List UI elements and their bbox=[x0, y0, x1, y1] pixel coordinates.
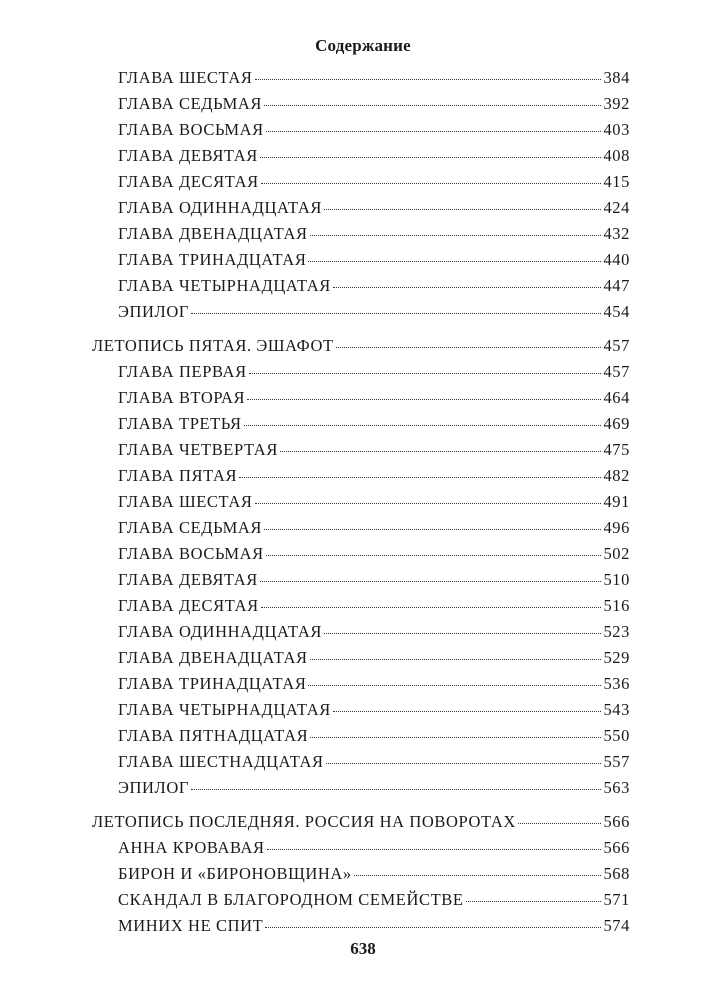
dot-leader bbox=[266, 131, 602, 132]
toc-entry-page: 457 bbox=[603, 336, 630, 355]
toc-chapter-entry bbox=[92, 544, 630, 570]
toc-chapter-entry bbox=[92, 94, 630, 120]
toc-entry-title: ГЛАВА ШЕСТАЯ bbox=[118, 492, 253, 511]
toc-chapter-entry bbox=[92, 838, 630, 864]
toc-entry-title: ГЛАВА ЧЕТЫРНАДЦАТАЯ bbox=[118, 276, 331, 295]
toc-entry-title: ГЛАВА ШЕСТНАДЦАТАЯ bbox=[118, 752, 324, 771]
dot-leader bbox=[261, 183, 602, 184]
toc-chapter-entry bbox=[92, 674, 630, 700]
dot-leader bbox=[244, 425, 602, 426]
dot-leader bbox=[333, 711, 602, 712]
dot-leader bbox=[264, 529, 601, 530]
toc-part-entry bbox=[92, 812, 630, 838]
toc-chapter-entry bbox=[92, 198, 630, 224]
toc-entry-page: 384 bbox=[603, 68, 630, 87]
toc-entry-page: 523 bbox=[603, 622, 630, 641]
toc-entry-page: 491 bbox=[603, 492, 630, 511]
toc-chapter-entry bbox=[92, 622, 630, 648]
toc-chapter-entry bbox=[92, 492, 630, 518]
toc-entry-page: 529 bbox=[603, 648, 630, 667]
toc-entry-title: ГЛАВА ТРЕТЬЯ bbox=[118, 414, 242, 433]
toc-entry-page: 543 bbox=[603, 700, 630, 719]
toc-chapter-entry bbox=[92, 466, 630, 492]
page-title: Содержание bbox=[315, 36, 411, 55]
toc-entry-title: ГЛАВА ПЯТНАДЦАТАЯ bbox=[118, 726, 309, 745]
toc-chapter-entry bbox=[92, 648, 630, 674]
toc-entry-title: ГЛАВА ЧЕТВЕРТАЯ bbox=[118, 440, 278, 459]
dot-leader bbox=[255, 503, 602, 504]
dot-leader bbox=[260, 581, 602, 582]
toc-entry-page: 457 bbox=[603, 362, 630, 381]
toc-entry-page: 516 bbox=[603, 596, 630, 615]
toc-chapter-entry bbox=[92, 388, 630, 414]
toc-entry-title: ГЛАВА ВТОРАЯ bbox=[118, 388, 246, 407]
toc-chapter-entry bbox=[92, 414, 630, 440]
toc-chapter-entry bbox=[92, 890, 630, 916]
dot-leader bbox=[260, 157, 602, 158]
toc-entry-page: 536 bbox=[603, 674, 630, 693]
dot-leader bbox=[255, 79, 602, 80]
dot-leader bbox=[267, 849, 602, 850]
dot-leader bbox=[308, 685, 601, 686]
dot-leader bbox=[265, 927, 601, 928]
toc-entry-title: БИРОН И «БИРОНОВЩИНА» bbox=[118, 864, 352, 883]
dot-leader bbox=[324, 209, 601, 210]
toc-entry-title: МИНИХ НЕ СПИТ bbox=[118, 916, 264, 935]
toc-chapter-entry bbox=[92, 752, 630, 778]
toc-entry-page: 454 bbox=[603, 302, 630, 321]
toc-entry-title: ГЛАВА ЧЕТЫРНАДЦАТАЯ bbox=[118, 700, 331, 719]
toc-entry-page: 408 bbox=[603, 146, 630, 165]
dot-leader bbox=[266, 555, 602, 556]
toc-chapter-entry bbox=[92, 224, 630, 250]
dot-leader bbox=[333, 287, 602, 288]
toc-entry-page: 557 bbox=[603, 752, 630, 771]
toc-entry-page: 566 bbox=[603, 812, 630, 831]
toc-entry-title: ГЛАВА ОДИННАДЦАТАЯ bbox=[118, 198, 323, 217]
dot-leader bbox=[308, 261, 601, 262]
dot-leader bbox=[324, 633, 601, 634]
toc-entry-page: 482 bbox=[603, 466, 630, 485]
toc-entry-page: 550 bbox=[603, 726, 630, 745]
dot-leader bbox=[466, 901, 602, 902]
toc-chapter-entry bbox=[92, 172, 630, 198]
toc-chapter-entry bbox=[92, 146, 630, 172]
dot-leader bbox=[280, 451, 602, 452]
toc-chapter-entry bbox=[92, 570, 630, 596]
toc-entry-title: ГЛАВА ДВЕНАДЦАТАЯ bbox=[118, 224, 308, 243]
toc-chapter-entry bbox=[92, 68, 630, 94]
toc-entry-page: 432 bbox=[603, 224, 630, 243]
toc-chapter-entry bbox=[92, 778, 630, 804]
toc-entry-page: 424 bbox=[603, 198, 630, 217]
toc-chapter-entry bbox=[92, 596, 630, 622]
toc-entry-title: ГЛАВА ДЕВЯТАЯ bbox=[118, 570, 258, 589]
dot-leader bbox=[264, 105, 601, 106]
toc-entry-page: 415 bbox=[603, 172, 630, 191]
toc-chapter-entry bbox=[92, 250, 630, 276]
toc-entry-page: 469 bbox=[603, 414, 630, 433]
toc-entry-title: АННА КРОВАВАЯ bbox=[118, 838, 265, 857]
dot-leader bbox=[518, 823, 602, 824]
toc-entry-title: ГЛАВА ВОСЬМАЯ bbox=[118, 120, 264, 139]
dot-leader bbox=[336, 347, 602, 348]
toc-entry-page: 496 bbox=[603, 518, 630, 537]
dot-leader bbox=[249, 373, 602, 374]
table-of-contents bbox=[92, 68, 630, 942]
toc-entry-page: 403 bbox=[603, 120, 630, 139]
toc-entry-title: ГЛАВА ТРИНАДЦАТАЯ bbox=[118, 674, 307, 693]
toc-entry-page: 574 bbox=[603, 916, 630, 935]
toc-entry-title: ГЛАВА ДЕВЯТАЯ bbox=[118, 146, 258, 165]
toc-entry-page: 568 bbox=[603, 864, 630, 883]
toc-entry-title: ГЛАВА ШЕСТАЯ bbox=[118, 68, 253, 87]
dot-leader bbox=[354, 875, 602, 876]
toc-entry-title: ГЛАВА СЕДЬМАЯ bbox=[118, 518, 262, 537]
toc-entry-page: 475 bbox=[603, 440, 630, 459]
toc-entry-page: 447 bbox=[603, 276, 630, 295]
dot-leader bbox=[191, 313, 601, 314]
dot-leader bbox=[239, 477, 601, 478]
toc-entry-page: 563 bbox=[603, 778, 630, 797]
toc-entry-title: ГЛАВА СЕДЬМАЯ bbox=[118, 94, 262, 113]
toc-chapter-entry bbox=[92, 864, 630, 890]
section-spacer bbox=[92, 804, 630, 812]
toc-entry-page: 440 bbox=[603, 250, 630, 269]
toc-entry-title: ГЛАВА ДВЕНАДЦАТАЯ bbox=[118, 648, 308, 667]
toc-chapter-entry bbox=[92, 120, 630, 146]
toc-entry-title: ГЛАВА ПЯТАЯ bbox=[118, 466, 238, 485]
toc-chapter-entry bbox=[92, 518, 630, 544]
toc-entry-page: 510 bbox=[603, 570, 630, 589]
toc-chapter-entry bbox=[92, 440, 630, 466]
dot-leader bbox=[310, 737, 601, 738]
section-spacer bbox=[92, 328, 630, 336]
toc-entry-title: СКАНДАЛ В БЛАГОРОДНОМ СЕМЕЙСТВЕ bbox=[118, 890, 464, 909]
toc-part-entry bbox=[92, 336, 630, 362]
toc-entry-title: ЛЕТОПИСЬ ПОСЛЕДНЯЯ. РОССИЯ НА ПОВОРОТАХ bbox=[92, 812, 516, 831]
toc-entry-title: ГЛАВА ПЕРВАЯ bbox=[118, 362, 247, 381]
dot-leader bbox=[310, 235, 602, 236]
dot-leader bbox=[247, 399, 601, 400]
toc-entry-page: 464 bbox=[603, 388, 630, 407]
toc-entry-title: ГЛАВА ТРИНАДЦАТАЯ bbox=[118, 250, 307, 269]
page-number: 638 bbox=[350, 939, 376, 958]
toc-entry-title: ГЛАВА ДЕСЯТАЯ bbox=[118, 172, 259, 191]
toc-entry-title: ГЛАВА ОДИННАДЦАТАЯ bbox=[118, 622, 323, 641]
toc-entry-page: 571 bbox=[603, 890, 630, 909]
toc-chapter-entry bbox=[92, 276, 630, 302]
toc-entry-title: ЭПИЛОГ bbox=[118, 778, 189, 797]
toc-entry-title: ЭПИЛОГ bbox=[118, 302, 189, 321]
toc-entry-page: 566 bbox=[603, 838, 630, 857]
dot-leader bbox=[310, 659, 602, 660]
dot-leader bbox=[191, 789, 601, 790]
toc-chapter-entry bbox=[92, 726, 630, 752]
toc-entry-page: 502 bbox=[603, 544, 630, 563]
toc-entry-title: ГЛАВА ВОСЬМАЯ bbox=[118, 544, 264, 563]
toc-entry-title: ЛЕТОПИСЬ ПЯТАЯ. ЭШАФОТ bbox=[92, 336, 334, 355]
dot-leader bbox=[261, 607, 602, 608]
toc-entry-page: 392 bbox=[603, 94, 630, 113]
toc-chapter-entry bbox=[92, 302, 630, 328]
toc-chapter-entry bbox=[92, 700, 630, 726]
toc-chapter-entry bbox=[92, 362, 630, 388]
toc-entry-title: ГЛАВА ДЕСЯТАЯ bbox=[118, 596, 259, 615]
dot-leader bbox=[326, 763, 602, 764]
